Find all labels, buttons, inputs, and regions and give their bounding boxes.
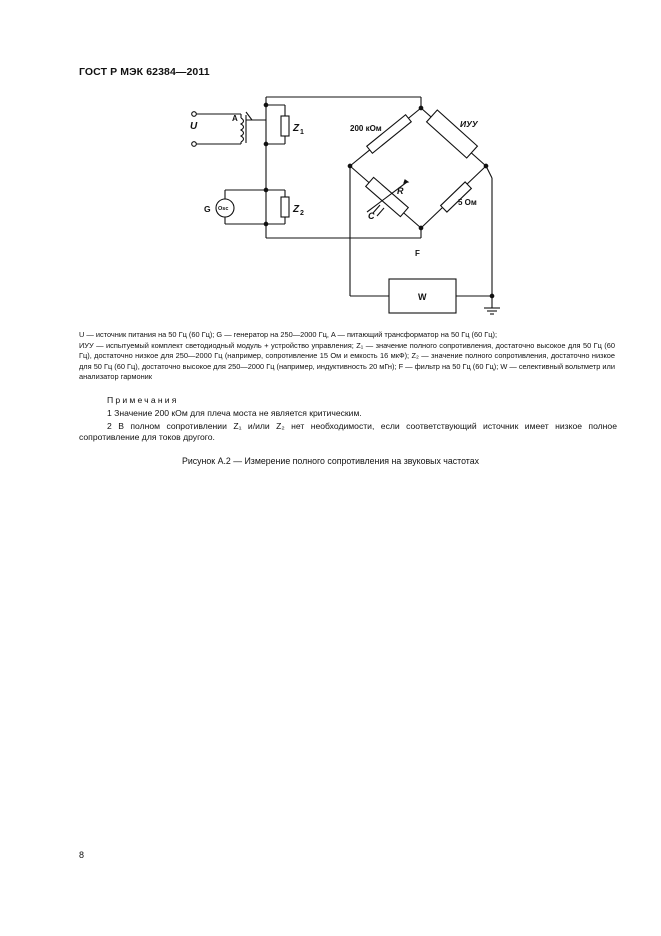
page-number: 8 <box>79 850 85 860</box>
label-c: C <box>368 211 375 221</box>
label-u: U <box>190 121 198 132</box>
impedance-z2 <box>266 190 289 224</box>
impedance-z1 <box>266 105 289 144</box>
label-iuu: ИУУ <box>460 119 478 129</box>
legend-line-2: ИУУ — испытуемый комплект светодиодный модуль + устройство управления; Z₁ — значение полного сопротивления, достаточно высокое для 50 Гц (60 Гц), достаточно низкое для 250—2000 Гц (например, сопротивление 15 Ом и емкость 16 мкФ); Z₂ — значение полного сопротивления, достаточно низкое для 50 Гц (60 Гц), достаточно высокое для 250—2000 Гц (например, индуктивность 20 мГн); F — фильтр на 50 Гц (60 Гц); W — селективный вольтметр или анализатор гармоник <box>79 340 615 382</box>
page-header: ГОСТ Р МЭК 62384—2011 <box>79 66 210 78</box>
circuit-diagram <box>0 0 661 330</box>
label-z2-sub: 2 <box>300 210 304 217</box>
notes-title: Примечания <box>107 395 179 405</box>
label-g: G <box>204 204 211 214</box>
figure-caption: Рисунок А.2 — Измерение полного сопротивления на звуковых частотах <box>181 456 480 466</box>
label-z1-sub: 1 <box>300 129 304 136</box>
label-5ohm: 5 Ом <box>458 198 477 207</box>
label-z1: Z <box>293 123 300 134</box>
ground-icon <box>484 308 500 314</box>
note-1: 1 Значение 200 кОм для плеча моста не является критическим. <box>107 408 362 418</box>
transformer-a <box>241 112 266 144</box>
label-w: W <box>418 292 427 302</box>
label-z2: Z <box>293 204 300 215</box>
label-200kohm: 200 кОм <box>350 124 382 133</box>
legend-line-1: U — источник питания на 50 Гц (60 Гц); G — генератор на 250—2000 Гц, A — питающий трансформатор на 50 Гц (60 Гц); <box>79 330 498 339</box>
label-osc: Osc <box>218 206 229 212</box>
label-a: A <box>232 114 238 123</box>
figure-legend <box>79 330 615 383</box>
label-f: F <box>415 249 420 258</box>
note-2: 2 В полном сопротивлении Z₁ и/или Z₂ нет необходимости, если соответствующий источник имеет низкое полное сопротивление для токов другого. <box>79 421 617 442</box>
label-r: R <box>397 186 404 196</box>
